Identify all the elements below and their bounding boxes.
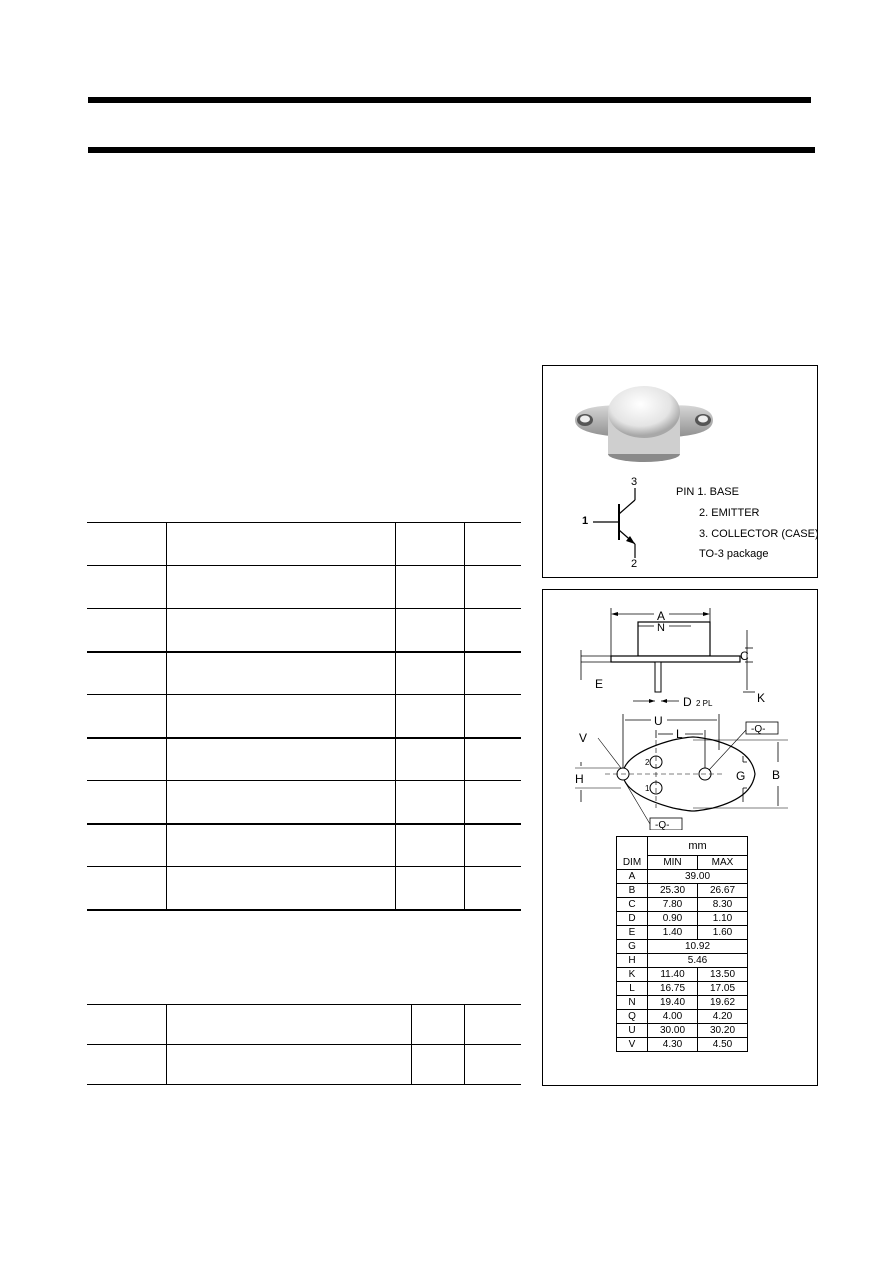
table-row <box>87 695 521 738</box>
dim-label-K: K <box>757 691 766 705</box>
dim-header: DIM <box>617 856 648 870</box>
unit-header: mm <box>648 837 748 856</box>
dim-cell: L <box>617 982 648 996</box>
table-row <box>87 738 521 781</box>
dim-cell: E <box>617 926 648 940</box>
table-row <box>617 996 748 1010</box>
table-row <box>617 870 748 884</box>
dim-label-Q-bottom: -Q- <box>655 820 670 830</box>
max-cell: 30.20 <box>698 1024 748 1038</box>
max-cell: 19.62 <box>698 996 748 1010</box>
package-type-label: TO-3 package <box>699 548 769 560</box>
dim-cell: V <box>617 1038 648 1052</box>
dim-label-E: E <box>595 677 604 691</box>
dim-label-G: G <box>736 769 746 783</box>
nominal-cell: 5.46 <box>648 954 748 968</box>
dim-cell: K <box>617 968 648 982</box>
package-box <box>542 365 818 578</box>
dim-cell: U <box>617 1024 648 1038</box>
pin-1-label: PIN 1. BASE <box>676 486 739 498</box>
symbol-pin-3: 3 <box>631 476 638 488</box>
table-row <box>87 652 521 695</box>
symbol-pin-2: 2 <box>631 558 638 570</box>
max-cell: 1.10 <box>698 912 748 926</box>
dim-label-D: D <box>683 695 692 709</box>
dim-cell: A <box>617 870 648 884</box>
table-row <box>87 781 521 824</box>
table-row <box>87 523 521 566</box>
max-cell: 4.50 <box>698 1038 748 1052</box>
table-row <box>617 884 748 898</box>
dim-label-L: L <box>676 727 683 741</box>
table-row <box>617 1038 748 1052</box>
dim-label-U: U <box>654 714 663 728</box>
table-row <box>87 609 521 652</box>
dim-label-B: B <box>772 768 781 782</box>
max-cell: 4.20 <box>698 1010 748 1024</box>
symbol-pin-1: 1 <box>582 515 589 527</box>
table-row <box>87 824 521 867</box>
max-header: MAX <box>698 856 748 870</box>
dim-cell: G <box>617 940 648 954</box>
dim-label-V: V <box>579 731 588 745</box>
table-row <box>617 912 748 926</box>
table-row <box>617 898 748 912</box>
min-header: MIN <box>648 856 698 870</box>
table-row <box>87 1005 521 1045</box>
max-cell: 17.05 <box>698 982 748 996</box>
max-cell: 13.50 <box>698 968 748 982</box>
table-row <box>617 1024 748 1038</box>
dim-label-A: A <box>657 609 666 623</box>
table-row <box>617 968 748 982</box>
table-row <box>87 1045 521 1085</box>
min-cell: 11.40 <box>648 968 698 982</box>
nominal-cell: 39.00 <box>648 870 748 884</box>
min-cell: 30.00 <box>648 1024 698 1038</box>
max-cell: 8.30 <box>698 898 748 912</box>
hole-label-2: 2 <box>645 758 650 767</box>
min-cell: 0.90 <box>648 912 698 926</box>
hole-label-1: 1 <box>645 784 650 793</box>
table-row <box>617 940 748 954</box>
table-row <box>617 837 748 856</box>
dim-label-Q-top: -Q- <box>751 724 766 735</box>
dim-cell: B <box>617 884 648 898</box>
nominal-cell: 10.92 <box>648 940 748 954</box>
table-row <box>87 566 521 609</box>
table-row <box>617 982 748 996</box>
table-row <box>617 856 748 870</box>
max-cell: 26.67 <box>698 884 748 898</box>
dim-cell: C <box>617 898 648 912</box>
header-rule-bottom <box>88 147 815 153</box>
max-cell: 1.60 <box>698 926 748 940</box>
min-cell: 16.75 <box>648 982 698 996</box>
table-row <box>617 1010 748 1024</box>
dim-cell: N <box>617 996 648 1010</box>
table-row <box>617 926 748 940</box>
thermal-table <box>87 1004 521 1085</box>
outline-drawing <box>543 590 817 830</box>
min-cell: 25.30 <box>648 884 698 898</box>
table-row <box>617 954 748 968</box>
dim-cell: Q <box>617 1010 648 1024</box>
dim-label-D-note: 2 PL <box>696 699 713 708</box>
ratings-table <box>87 522 521 911</box>
dim-cell: D <box>617 912 648 926</box>
outline-drawing-box <box>542 589 818 1086</box>
min-cell: 4.00 <box>648 1010 698 1024</box>
min-cell: 7.80 <box>648 898 698 912</box>
min-cell: 4.30 <box>648 1038 698 1052</box>
dimensions-table <box>616 836 748 1052</box>
header-rule-top <box>88 97 811 103</box>
to3-package-photo <box>563 376 723 486</box>
pin-2-label: 2. EMITTER <box>699 507 760 519</box>
min-cell: 1.40 <box>648 926 698 940</box>
dim-label-C: C <box>740 649 749 663</box>
dim-cell: H <box>617 954 648 968</box>
dim-label-N: N <box>657 622 665 634</box>
min-cell: 19.40 <box>648 996 698 1010</box>
table-row <box>87 867 521 910</box>
pin-3-label: 3. COLLECTOR (CASE) <box>699 528 819 540</box>
dim-label-H: H <box>575 772 584 786</box>
